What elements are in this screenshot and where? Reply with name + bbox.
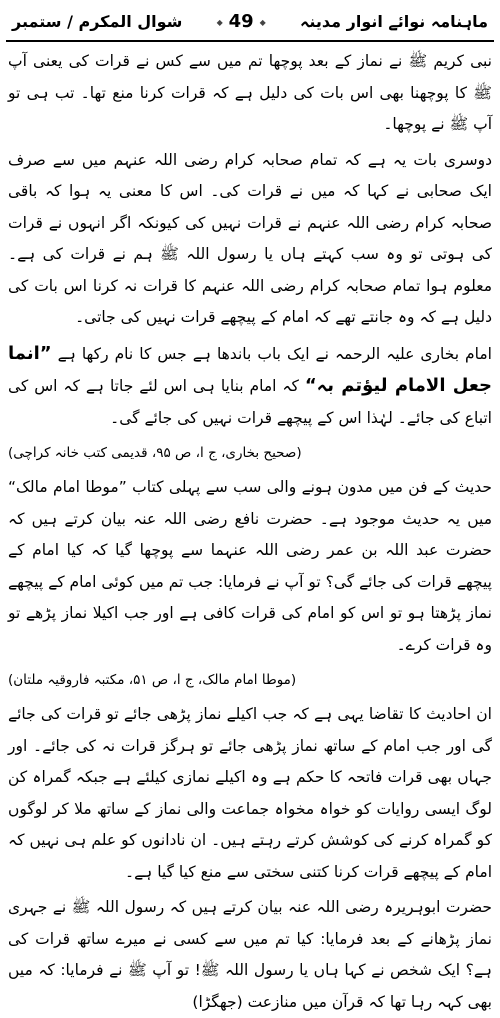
bukhari-explanation: کہ امام بنایا ہی اس لئے جاتا ہے کہ اس کی اتباع کی جائے۔ لہٰذا اس کے پیچھے قرات نہیں کی جائے گی۔: [8, 377, 492, 427]
paragraph-2: دوسری بات یہ ہے کہ تمام صحابہ کرام رضی اللہ عنہم میں سے صرف ایک صحابی نے کہا کہ میں نے قرات کی۔ اس کا معنی یہ ہوا کہ باقی صحابہ کرام رضی اللہ عنہم نے قرات نہیں کی کیونکہ اگر انہوں نے قرات کی ہوتی تو وہ سب کہتے ہاں یا رسول اللہ ﷺ ہم نے قرات کی ہے۔ معلوم ہوا تمام صحابہ کرام رضی اللہ عنہم کا قرات نہ کرنا اس بات کی دلیل ہے کہ وہ جانتے تھے کہ امام کے پیچھے قرات نہیں کی جاتی۔: [8, 150, 492, 326]
hadith-paragraph: حدیث کے فن میں مدون ہونے والی سب سے پہلی کتاب ”موطا امام مالک“ میں یہ حدیث موجود ہے۔ حضرت نافع رضی اللہ عنہ بیان کرتے ہیں کہ حضرت عبد اللہ بن عمر رضی اللہ عنہما سے پوچھا گیا کہ کیا امام کے پیچھے قرات کی جائے گی؟ تو آپ نے فرمایا: جب تم میں کوئی امام کے پیچھے نماز پڑھتا ہو تو اس کو امام کی قرات کافی ہے اور جب اکیلا نماز پڑھے تو وہ قرات کرے۔: [8, 478, 492, 654]
page-header: [12, 3, 488, 39]
bukhari-intro: امام بخاری علیہ الرحمہ نے ایک باب باندھا ہے جس کا نام رکھا ہے: [57, 344, 492, 363]
muwatta-reference: (موطا امام مالک، ج ا، ص ۵۱، مکتبہ فاروقیہ ملتان): [8, 672, 297, 688]
paragraph-1: نبی کریم ﷺ نے نماز کے بعد پوچھا تم میں سے کس نے قرات کی یعنی آپ ﷺ کا پوچھنا بھی اس بات کی دلیل ہے کہ قرات کرنا منع تھا۔ تب ہی تو آپ ﷺ نے پوچھا۔: [8, 52, 492, 133]
arabic-quote: ”انما جعل الامام لیؤتم بہ“: [8, 342, 492, 396]
bukhari-paragraph: [8, 338, 492, 435]
header-divider: [6, 40, 494, 42]
page-number: ◆ 49 ◆: [223, 11, 260, 32]
bukhari-reference: (صحیح بخاری، ج ا، ص ۹۵، قدیمی کتب خانہ کراچی): [8, 445, 302, 461]
paragraph-abu-hurairah: حضرت ابوہریرہ رضی اللہ عنہ بیان کرتے ہیں کہ رسول اللہ ﷺ نے جہری نماز پڑھانے کے بعد فرمایا: کیا تم میں سے کسی نے میرے ساتھ قرات کی ہے؟ ایک شخص نے کہا ہاں یا رسول اللہ ﷺ! تو آپ ﷺ نے فرمایا: کہ میں بھی کہہ رہا تھا کہ قرآن میں منازعت (جھگڑا): [8, 898, 492, 1011]
paragraph-conclusion: ان احادیث کا تقاضا یہی ہے کہ جب اکیلے نماز پڑھی جائے تو قرات کی جائے گی اور جب امام کے ساتھ نماز پڑھی جائے تو ہرگز قرات نہ کی جائے۔ اور جہاں بھی قرات فاتحہ کا حکم ہے وہ اکیلے نمازی کیلئے ہے جبکہ گمراہ کن لوگ ایسی روایات کو خواہ مخواہ جماعت والی نماز کے ساتھ ملا کر لوگوں کو گمراہ کرنے کی کوشش کرتے رہتے ہیں۔ ان نادانوں کو علم ہی نہیں کہ امام کے پیچھے قرات کرنا کتنی سختی سے منع کیا گیا ہے۔: [8, 705, 492, 881]
issue-month: شوال المکرم / ستمبر: [12, 11, 183, 31]
article-body: [8, 46, 492, 1011]
magazine-name: ماہنامہ نوائے انوار مدینہ: [299, 11, 488, 31]
